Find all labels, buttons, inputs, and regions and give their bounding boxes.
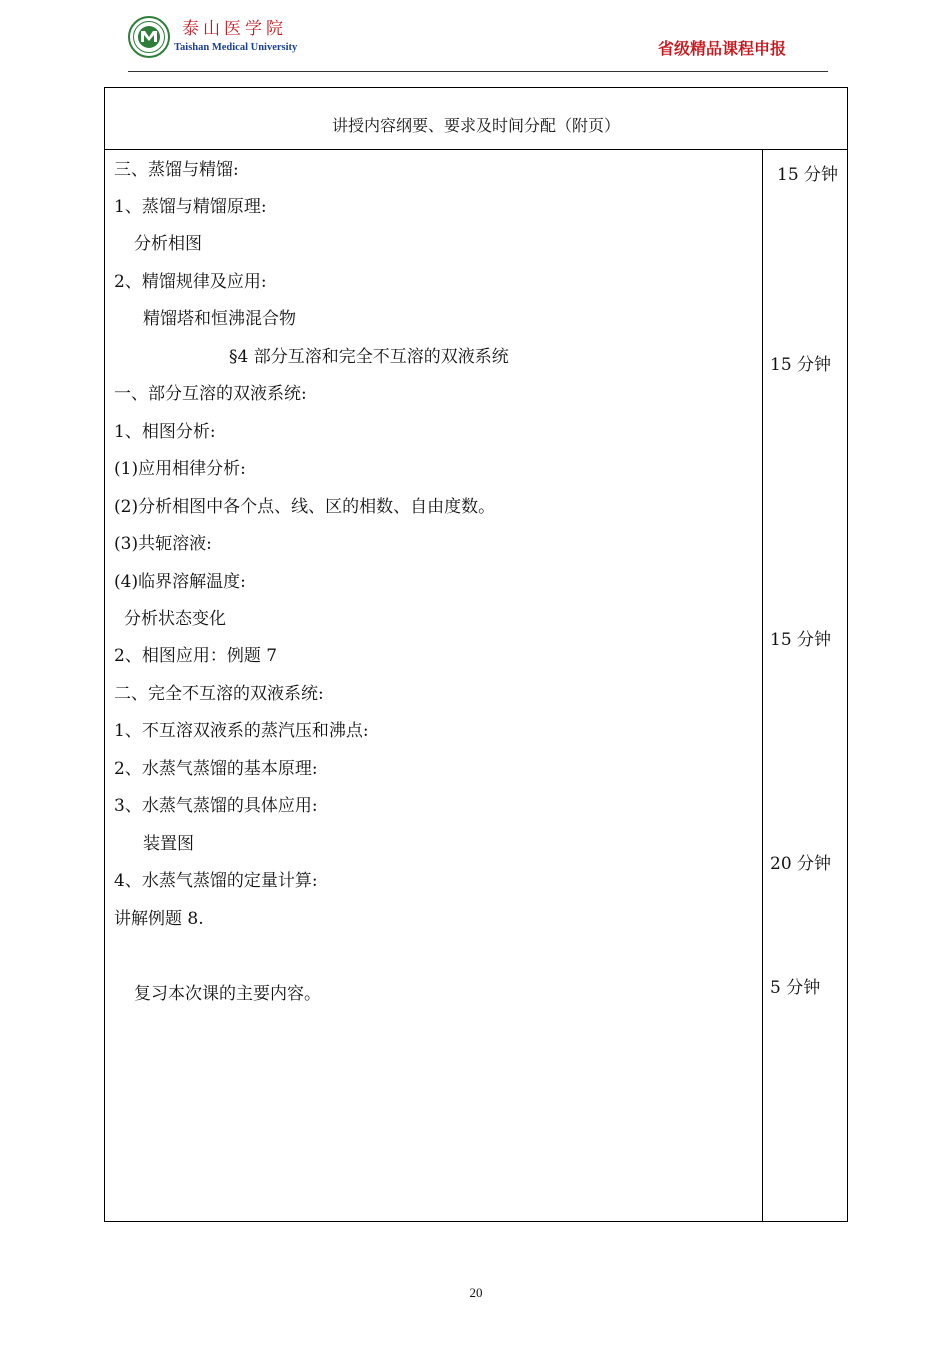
university-name-en: Taishan Medical University — [174, 42, 298, 53]
time-allocation: 20 分钟 — [770, 854, 832, 874]
table-title-row — [104, 87, 848, 150]
content-line: 2、精馏规律及应用: — [114, 272, 267, 292]
university-seal-icon — [128, 16, 170, 58]
content-line: 2、相图应用：例题 7 — [114, 646, 278, 666]
content-line: 分析状态变化 — [124, 609, 226, 629]
table-title: 讲授内容纲要、要求及时间分配（附页） — [331, 116, 620, 135]
content-line: 1、相图分析: — [114, 422, 216, 442]
content-line: (2)分析相图中各个点、线、区的相数、自由度数。 — [114, 497, 496, 517]
content-line: (1)应用相律分析: — [114, 459, 246, 479]
content-line: 装置图 — [143, 834, 194, 854]
content-line: 1、蒸馏与精馏原理: — [114, 197, 267, 217]
content-line: 分析相图 — [134, 234, 202, 254]
content-line: (3)共轭溶液: — [114, 534, 212, 554]
university-name-cn: 泰山医学院 — [182, 19, 287, 39]
content-line: 讲解例题 8. — [114, 909, 204, 929]
time-allocation: 15 分钟 — [770, 630, 832, 650]
content-line: 3、水蒸气蒸馏的具体应用: — [114, 796, 318, 816]
section-heading: §4 部分互溶和完全不互溶的双液系统 — [229, 347, 509, 367]
page-number: 20 — [469, 1285, 483, 1300]
content-line: 2、水蒸气蒸馏的基本原理: — [114, 759, 318, 779]
content-line: 三、蒸馏与精馏: — [114, 160, 239, 180]
content-line: 二、完全不互溶的双液系统: — [114, 684, 324, 704]
content-line: 4、水蒸气蒸馏的定量计算: — [114, 871, 318, 891]
content-line: 1、不互溶双液系的蒸汽压和沸点: — [114, 721, 369, 741]
title-divider — [104, 149, 848, 150]
time-allocation: 5 分钟 — [770, 978, 821, 998]
column-divider — [762, 149, 763, 1222]
content-line: 复习本次课的主要内容。 — [134, 984, 321, 1004]
application-title: 省级精品课程申报 — [658, 39, 787, 58]
header-divider — [128, 71, 828, 72]
time-allocation: 15 分钟 — [777, 165, 839, 185]
content-line: 一、部分互溶的双液系统: — [114, 384, 307, 404]
content-line: (4)临界溶解温度: — [114, 572, 246, 592]
content-line: 精馏塔和恒沸混合物 — [143, 309, 296, 329]
time-allocation: 15 分钟 — [770, 355, 832, 375]
